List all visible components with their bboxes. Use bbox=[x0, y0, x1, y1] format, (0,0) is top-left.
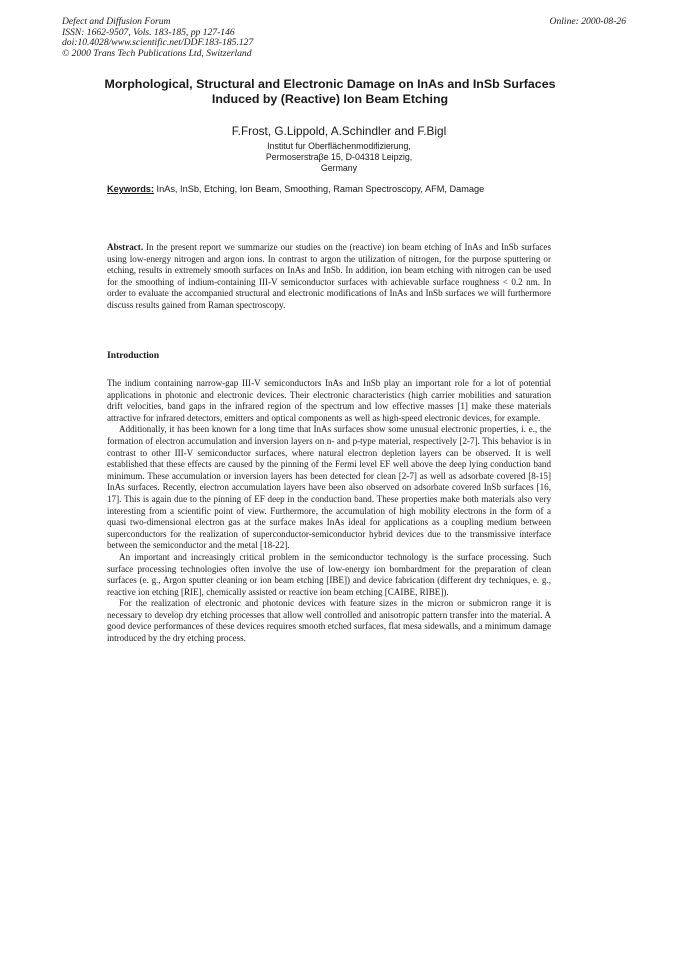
issn-line: ISSN: 1662-9507, Vols. 183-185, pp 127-146 bbox=[62, 26, 235, 38]
copyright-line: © 2000 Trans Tech Publications Ltd, Switzerland bbox=[62, 47, 252, 59]
affiliation-line-1: Institut fur Oberflächenmodifizierung, bbox=[267, 141, 411, 151]
keywords-label: Keywords: bbox=[107, 184, 154, 194]
online-date: Online: 2000-08-26 bbox=[549, 16, 626, 27]
introduction-body bbox=[107, 378, 551, 645]
intro-paragraph-4: For the realization of electronic and photonic devices with feature sizes in the micron or submicron range it is necessary to develop dry etching processes that allow well controlled and anisotropic pattern transfer into the material. A good device performances of these devices requires smooth etched surfaces, flat mesa sidewalls, and a minimum damage introduced by the dry etching process. bbox=[107, 598, 551, 644]
paper-title: Morphological, Structural and Electronic Damage on InAs and InSb Surfaces Induced by (Reactive) Ion Beam Etching bbox=[104, 77, 556, 106]
affiliation-line-2: Permoserstraβe 15, D-04318 Leipzig, bbox=[265, 152, 413, 162]
affiliation bbox=[0, 141, 678, 174]
affiliation-line-3: Germany bbox=[320, 163, 358, 173]
doi-line: doi:10.4028/www.scientific.net/DDF.183-185.127 bbox=[62, 37, 254, 49]
intro-paragraph-2: Additionally, it has been known for a long time that InAs surfaces show some unusual electronic properties, i. e., the formation of electron accumulation and inversion layers on n- and p-type material, respectively [2-7]. This behavior is in contrast to other III-V semiconductor surfaces, where natural electron depletion layers can be observed. It is well established that these effects are caused by the pinning of the Fermi level EF well above the deep lying conduction band minimum. These accumulation or inversion layers has been detected for clean [2-7] as well as adsorbate covered [8-15] InAs surfaces. Recently, electron accumulation layers have been also observed on adsorbate covered InSb surfaces [16, 17]. This is again due to the pinning of EF deep in the conduction band. These properties make both materials also very interesting from a scientific point of view. Furthermore, the accumulation of high mobility electrons in the form of a quasi two-dimensional electron gas at the surface makes InAs ideal for applications as a coupling medium between superconductors for the realization of superconductor-semiconductor hybrid devices due to the transmissive interface between the semiconductor and the metal [18-22]. bbox=[107, 424, 551, 551]
intro-paragraph-1: The indium containing narrow-gap III-V semiconductors InAs and InSb play an important role for a lot of potential applications in photonic and electronic devices. Their electronic characteristics (high carrier mobilities and saturation drift velocities, band gaps in the infrared region of the spectrum and low effective masses [1] make these materials attractive for infrared detectors, emitters and optical components as well as high-speed electronic devices, for example. bbox=[107, 378, 551, 423]
keywords-text: InAs, InSb, Etching, Ion Beam, Smoothing, Raman Spectroscopy, AFM, Damage bbox=[156, 184, 485, 194]
journal-name: Defect and Diffusion Forum bbox=[62, 16, 171, 27]
authors: F.Frost, G.Lippold, A.Schindler and F.Bigl bbox=[231, 124, 447, 138]
abstract bbox=[107, 242, 551, 312]
intro-paragraph-3: An important and increasingly critical problem in the semiconductor technology is the surface processing. Such surface processing technologies often involve the use of low-energy ion bombardment for the preparation of clean surfaces (e. g., Argon sputter cleaning or ion beam etching [IBE]) and device fabrication (different dry techniques, e. g., reactive ion etching [RIE], chemically assisted or reactive ion beam etching [CAIBE, RIBE]). bbox=[107, 551, 551, 597]
abstract-text: In the present report we summarize our studies on the (reactive) ion beam etching of InAs and InSb surfaces using low-energy nitrogen and argon ions. In contrast to argon the utilization of nitrogen, for the purpose sputtering or etching, results in extremely smooth surfaces on InAs and InSb. In addition, ion beam etching with nitrogen can be used for the smoothing of indium-containing III-V semiconductor surfaces with achievable surface roughness < 0.2 nm. In order to evaluate the accompanied structural and electronic modifications of InAs and InSb surfaces we will furthermore discuss results gained from Raman spectroscopy. bbox=[107, 242, 551, 310]
introduction-heading: Introduction bbox=[107, 350, 160, 361]
journal-header bbox=[62, 17, 626, 59]
abstract-label: Abstract. bbox=[107, 242, 144, 252]
keywords bbox=[107, 184, 484, 194]
